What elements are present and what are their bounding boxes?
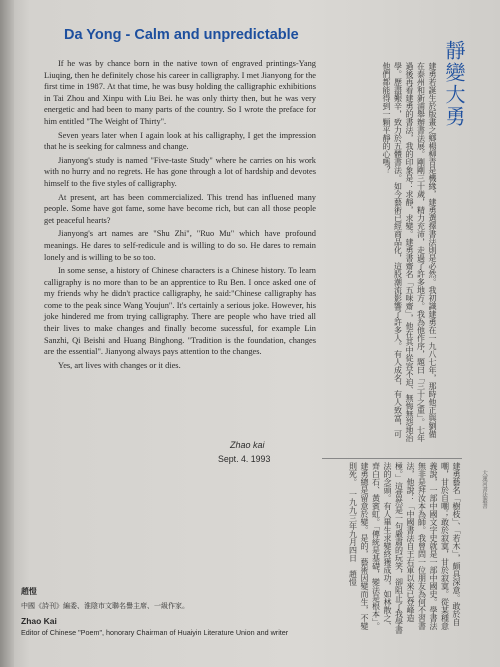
chinese-title: 靜變大勇: [442, 40, 466, 128]
paragraph: If he was by chance born in the native town of engraved printings-Yang Liuqing, then he definitely chose his career in calligraphy. I met Jianyong for the first time in 1987. At that time, he was busy holding the calligraphic exhibitions in Tai Zhou and Xinpu with Liu Bei. he was only thirty then, but he was very energetic and had been to many parts of the country. So I wrote the preface for him entitled "The Weight of Thirty".: [44, 59, 316, 126]
paragraph: Jianyong's art names are "Shu Zhi", "Ruo Mu" which have profound meanings. He dares to self-redicule and is willing to do so. He dares to remain lonely and is willing to be so too.: [44, 229, 316, 262]
signature: Zhao kai: [230, 440, 265, 450]
article-body: [44, 58, 316, 373]
paragraph: Jianyong's study is named "Five-taste Study" where he carries on his work with no hurry and no regrets. He has gone through a lot of hardship and devotes himself to the five styles of calligraphy.: [44, 155, 316, 188]
divider: [322, 458, 462, 459]
author-description-chinese: 中國《詩刊》編委、淮陰市文聯名譽主席、一級作家。: [21, 602, 189, 610]
chinese-text-upper: 建勇若誕生於版畫之鄉楊柳青是機緣，建勇選擇書法則是必然。我初識建勇在一九八七年，那時他正與劉備在泰州和新浦舉辦書法展。剛剛三十歲，精力充沛，走過了許多地方。我為他作序，題曰「三十之重」。七年過後再看建勇的書法，我的印象是：求靜，求變。建勇書齋名「五味齋」，他在其中從容不迫、無悔無怨地治學。歷盡艱辛，致力於五體書法。如今藝術已經商品化，這股潮流影響了許多人。有人成名，有人致富，可他們都能得到一顆平靜的心嗎？: [382, 62, 437, 442]
article-title: Da Yong - Calm and unpredictable: [64, 27, 299, 43]
paragraph: Seven years later when I again look at his calligraphy, I get the impression that he is seeking for calmness and change.: [44, 130, 316, 152]
author-name-chinese: 趙愷: [21, 587, 37, 596]
chinese-text-lower: [320, 462, 462, 637]
author-info: [21, 586, 301, 637]
paragraph: At present, art has been commercialized. This trend has influened many people. Some have got fame, some have become rich, but can all those people get peaceful hearts?: [44, 192, 316, 225]
paragraph: In some sense, a history of Chinese characters is a Chinese history. To learn calligraphy is no more than to be an apprentice to Ru Ben. I once asked one of my friends why he didn't practice calligraphy, he said:"Chinese calligraphy has come to the peak since Wang Youjun". It's certainly a serious joke. However, his joke hindered me from trying calligraphy. There are people who have tried all their lives to make changes and finally become sucessful, for example Lin Sanzhi, Qi Beishi and Huang Binghong. "Tradition is the foundation, changes are the essential". Jianyong always pays attention to the changes.: [44, 266, 316, 357]
series-side-note: 大運河書法叢書: [481, 470, 487, 509]
paragraph: Yes, art lives with changes or it dies.: [58, 360, 181, 370]
chinese-text-lower-body: 建勇藝名「樹枝」、「若木」，頗具深意。敢於自嘲，甘於自嘲；敢於寂寞，甘於寂寞。從某種意義說，一部中國文字史就是一部中國史。學書法無非是拜汝本為師。我曾問一位朋友為何不習書法，他說：「中國書法自王右軍以來已登峰造極。」這當然是一句嚴肅的玩笑，卻阻止了我學書法的念頭。有人畢生求變終獲成功，如林散之、齊白石、黃賓虹。「傳統是基礎，變法是根本」。建勇總是留意於變。是的，藝術因變而生，不變則死。: [348, 462, 461, 634]
signature-date: Sept. 4. 1993: [218, 454, 271, 464]
page-binding: [0, 0, 14, 667]
chinese-signature: 一九九三年九月四日 趙愷: [348, 490, 358, 586]
author-description: Editor of Chinese "Poem", honorary Chairman of Huaiyin Literature Union and writer: [21, 628, 289, 637]
author-name: Zhao Kai: [21, 616, 57, 626]
